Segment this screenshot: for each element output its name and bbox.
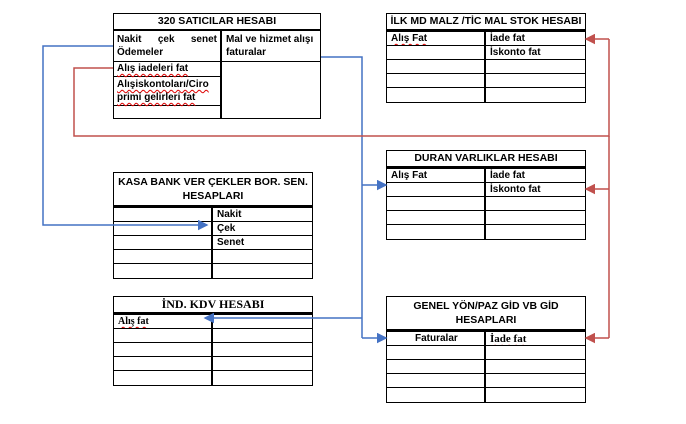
account-kasa-bank: [113, 172, 313, 279]
empty-cell: [213, 250, 312, 264]
debit-entry: Faturalar: [387, 332, 486, 346]
empty-cell: [213, 371, 312, 385]
empty-cell: [486, 74, 585, 88]
empty-cell: [387, 346, 486, 360]
account-title: İLK MD MALZ /TİC MAL STOK HESABI: [387, 14, 585, 30]
empty-cell: [114, 208, 213, 222]
credit-entry: Çek: [213, 222, 312, 236]
empty-cell: [387, 88, 486, 102]
empty-cell: [387, 60, 486, 74]
credit-entry: Nakit: [213, 208, 312, 222]
empty-cell: [387, 374, 486, 388]
empty-cell: [486, 374, 585, 388]
debit-entry: Alış Fat: [387, 169, 486, 183]
empty-cell: [486, 197, 585, 211]
account-ind-kdv: [113, 296, 313, 386]
account-title: GENEL YÖN/PAZ GİD VB GİD HESAPLARI: [387, 297, 585, 330]
empty-cell: [213, 329, 312, 343]
empty-cell: [486, 388, 585, 402]
debit-entry: Alış iadeleri fat: [114, 62, 220, 77]
empty-cell: [387, 46, 486, 60]
empty-cell: [213, 315, 312, 329]
account-title: KASA BANK VER ÇEKLER BOR. SEN. HESAPLARI: [114, 173, 312, 206]
credit-entry: Mal ve hizmet alışı faturalar: [222, 31, 320, 62]
empty-cell: [213, 357, 312, 371]
debit-entry: Alış Fat: [387, 32, 486, 46]
account-title: DURAN VARLIKLAR HESABI: [387, 151, 585, 167]
empty-cell: [213, 264, 312, 278]
debit-entry: Alışiskontoları/Ciro primi gelirleri fat: [114, 77, 220, 106]
account-title: İND. KDV HESABI: [114, 297, 312, 313]
empty-cell: [114, 250, 213, 264]
empty-cell: [114, 264, 213, 278]
credit-entry: İade fat: [486, 169, 585, 183]
empty-cell: [114, 357, 213, 371]
empty-row: [114, 106, 220, 118]
empty-cell: [486, 346, 585, 360]
account-ilk-md: [386, 13, 586, 103]
credit-entry: İskonto fat: [486, 183, 585, 197]
debit-entry: Nakit çek senet Ödemeler: [114, 31, 220, 62]
credit-entry: Senet: [213, 236, 312, 250]
empty-cell: [486, 211, 585, 225]
empty-cell: [114, 236, 213, 250]
empty-cell: [114, 329, 213, 343]
empty-cell: [387, 183, 486, 197]
account-genel-yon: [386, 296, 586, 403]
account-duran-varliklar: [386, 150, 586, 240]
account-title: 320 SATICILAR HESABI: [114, 14, 320, 30]
empty-cell: [486, 360, 585, 374]
empty-cell: [387, 225, 486, 239]
empty-cell: [486, 225, 585, 239]
debit-entry: Alış fat: [114, 315, 213, 329]
empty-cell: [114, 371, 213, 385]
account-saticilar: [113, 13, 321, 119]
arrow-purchases-trunk: [321, 57, 362, 338]
credit-entry: İskonto fat: [486, 46, 585, 60]
credit-entry: İade fat: [486, 332, 585, 346]
empty-cell: [213, 343, 312, 357]
empty-cell: [486, 88, 585, 102]
empty-cell: [114, 343, 213, 357]
empty-cell: [387, 197, 486, 211]
empty-cell: [387, 388, 486, 402]
empty-cell: [114, 222, 213, 236]
credit-entry: İade fat: [486, 32, 585, 46]
empty-cell: [486, 60, 585, 74]
empty-cell: [387, 74, 486, 88]
empty-cell: [387, 360, 486, 374]
empty-cell: [387, 211, 486, 225]
